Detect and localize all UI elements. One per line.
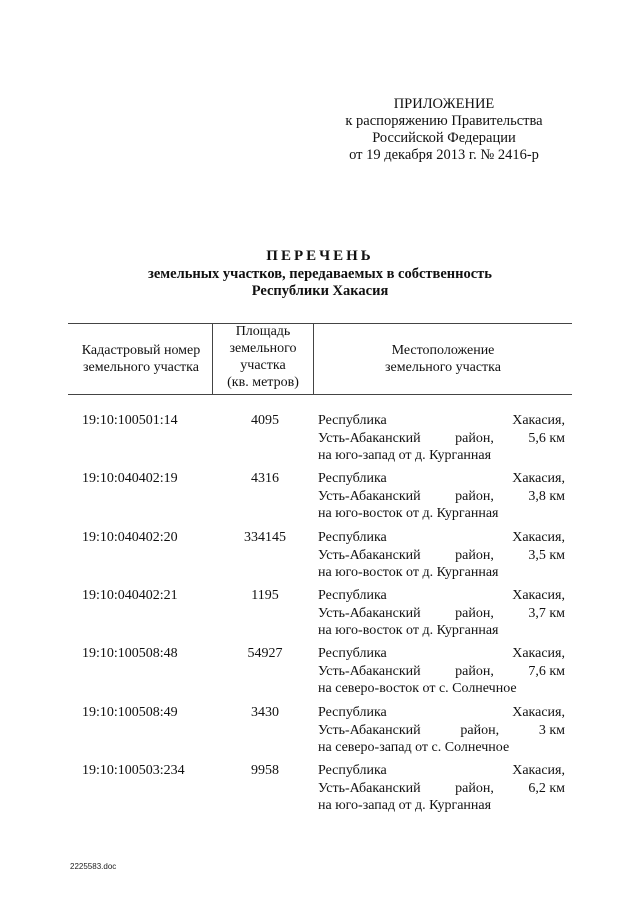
- location-distance: 3,7 км: [528, 605, 565, 621]
- location-distance: 3,5 км: [528, 547, 565, 563]
- location-cell: [318, 704, 565, 757]
- table-row: [60, 470, 580, 528]
- location-direction: на юго-восток от д. Курганная: [318, 506, 499, 521]
- location-word: Усть-Абаканский: [318, 780, 421, 796]
- location-cell: [318, 412, 565, 465]
- document-heading: [0, 248, 640, 301]
- location-cell: [318, 645, 565, 698]
- location-distance: 6,2 км: [528, 780, 565, 796]
- location-distance: 3,8 км: [528, 488, 565, 504]
- heading-line-1: земельных участков, передаваемых в собственность: [148, 265, 492, 282]
- table-row: [60, 704, 580, 762]
- location-word: Республика: [318, 763, 387, 778]
- heading-line-2: Республики Хакасия: [251, 283, 389, 299]
- location-direction: на юго-восток от д. Курганная: [318, 565, 499, 580]
- header-area: [213, 323, 313, 391]
- location-word: Республика: [318, 646, 387, 661]
- location-word: Республика: [318, 413, 387, 428]
- location-direction: на юго-запад от д. Курганная: [318, 798, 492, 813]
- cadastral-number: 19:10:040402:19: [82, 471, 178, 486]
- location-word: Усть-Абаканский: [318, 663, 421, 679]
- table-row: [60, 412, 580, 470]
- location-word: район,: [460, 722, 500, 738]
- header-cadastral-line-2: земельного участка: [83, 360, 199, 375]
- document-id: 2225583.doc: [70, 862, 117, 871]
- appendix-block: [330, 96, 558, 164]
- location-word: район,: [455, 605, 494, 621]
- cadastral-number: 19:10:100508:48: [82, 646, 178, 661]
- location-direction: на юго-восток от д. Курганная: [318, 623, 499, 638]
- location-word: Хакасия,: [512, 530, 565, 545]
- appendix-line-3: от 19 декабря 2013 г. № 2416-р: [349, 147, 539, 163]
- location-word: Республика: [318, 471, 387, 486]
- location-word: район,: [455, 488, 494, 504]
- area-value: 54927: [247, 646, 283, 661]
- location-word: Хакасия,: [512, 588, 565, 603]
- area-value: 3430: [251, 705, 279, 720]
- location-word: район,: [455, 547, 494, 563]
- table-row: [60, 587, 580, 645]
- appendix-title: ПРИЛОЖЕНИЕ: [393, 96, 495, 112]
- cadastral-number: 19:10:100503:234: [82, 763, 185, 778]
- table-row: [60, 645, 580, 703]
- area-value: 9958: [251, 763, 279, 778]
- location-word: Хакасия,: [512, 646, 565, 661]
- table-header-rule: [68, 394, 572, 395]
- location-direction: на северо-запад от с. Солнечное: [318, 740, 510, 755]
- table-row: [60, 762, 580, 820]
- appendix-line-2: Российской Федерации: [372, 130, 516, 146]
- location-word: Хакасия,: [512, 471, 565, 486]
- area-value: 4316: [251, 471, 279, 486]
- table-top-rule: [68, 323, 572, 324]
- header-location-line-2: земельного участка: [385, 360, 501, 375]
- location-word: Усть-Абаканский: [318, 722, 421, 738]
- location-cell: [318, 529, 565, 582]
- location-word: Усть-Абаканский: [318, 605, 421, 621]
- heading-title: ПЕРЕЧЕНЬ: [266, 248, 374, 264]
- header-location-line-1: Местоположение: [391, 343, 495, 358]
- location-word: район,: [455, 780, 494, 796]
- header-cadastral: [70, 342, 212, 376]
- location-word: район,: [455, 430, 494, 446]
- header-cadastral-line-1: Кадастровый номер: [81, 343, 201, 358]
- location-direction: на северо-восток от с. Солнечное: [318, 681, 517, 696]
- location-direction: на юго-запад от д. Курганная: [318, 448, 492, 463]
- location-word: Республика: [318, 530, 387, 545]
- location-word: Республика: [318, 588, 387, 603]
- area-value: 4095: [251, 413, 279, 428]
- location-distance: 5,6 км: [528, 430, 565, 446]
- area-value: 1195: [251, 588, 279, 603]
- location-word: район,: [455, 663, 494, 679]
- header-area-line-4: (кв. метров): [227, 375, 299, 390]
- location-word: Республика: [318, 705, 387, 720]
- header-area-line-1: Площадь: [235, 324, 291, 339]
- location-word: Хакасия,: [512, 413, 565, 428]
- cadastral-number: 19:10:100508:49: [82, 705, 178, 720]
- area-value: 334145: [244, 530, 286, 545]
- location-cell: [318, 470, 565, 523]
- location-word: Усть-Абаканский: [318, 430, 421, 446]
- location-word: Хакасия,: [512, 763, 565, 778]
- location-cell: [318, 587, 565, 640]
- location-distance: 7,6 км: [528, 663, 565, 679]
- appendix-line-1: к распоряжению Правительства: [345, 113, 543, 129]
- table-row: [60, 529, 580, 587]
- header-area-line-2: земельного: [229, 341, 297, 356]
- location-word: Усть-Абаканский: [318, 488, 421, 504]
- header-area-line-3: участка: [240, 358, 286, 373]
- location-distance: 3 км: [538, 722, 565, 738]
- location-word: Хакасия,: [512, 705, 565, 720]
- header-location: [314, 342, 572, 376]
- cadastral-number: 19:10:040402:21: [82, 588, 178, 603]
- cadastral-number: 19:10:040402:20: [82, 530, 178, 545]
- location-cell: [318, 762, 565, 815]
- location-word: Усть-Абаканский: [318, 547, 421, 563]
- cadastral-number: 19:10:100501:14: [82, 413, 178, 428]
